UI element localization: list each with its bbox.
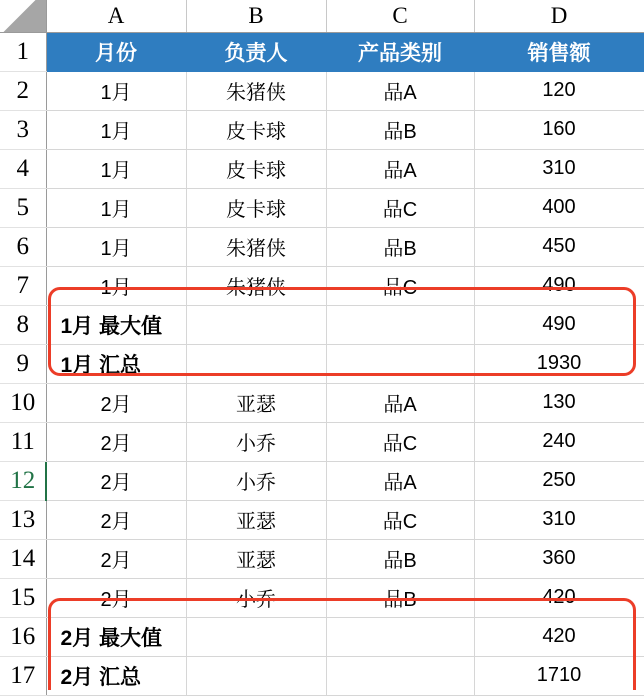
table-row[interactable] — [0, 344, 644, 383]
row-header[interactable]: 10 — [0, 383, 46, 422]
cell-d2[interactable]: 120 — [474, 71, 644, 110]
cell-d6[interactable]: 450 — [474, 227, 644, 266]
table-row[interactable] — [0, 110, 644, 149]
row-header[interactable]: 3 — [0, 110, 46, 149]
column-header-b[interactable]: B — [186, 0, 326, 32]
row-header[interactable]: 9 — [0, 344, 46, 383]
cell-c7[interactable]: 品C — [326, 266, 474, 305]
cell-c11[interactable]: 品C — [326, 422, 474, 461]
table-row[interactable] — [0, 617, 644, 656]
table-row[interactable] — [0, 266, 644, 305]
cell-c6[interactable]: 品B — [326, 227, 474, 266]
row-header[interactable]: 4 — [0, 149, 46, 188]
table-row[interactable] — [0, 383, 644, 422]
cell-b16[interactable] — [186, 617, 326, 656]
cell-d15[interactable]: 420 — [474, 578, 644, 617]
cell-b12[interactable]: 小乔 — [186, 461, 326, 500]
cell-d16[interactable]: 420 — [474, 617, 644, 656]
cell-c15[interactable]: 品B — [326, 578, 474, 617]
cell-b11[interactable]: 小乔 — [186, 422, 326, 461]
cell-b5[interactable]: 皮卡球 — [186, 188, 326, 227]
cell-a7[interactable]: 1月 — [46, 266, 186, 305]
table-row[interactable] — [0, 656, 644, 695]
row-header[interactable]: 6 — [0, 227, 46, 266]
table-row[interactable] — [0, 149, 644, 188]
table-row[interactable] — [0, 500, 644, 539]
cell-b1[interactable]: 负责人 — [186, 32, 326, 71]
row-header[interactable]: 5 — [0, 188, 46, 227]
row-header[interactable]: 17 — [0, 656, 46, 695]
selected-row-indicator — [45, 462, 47, 501]
cell-c8[interactable] — [326, 305, 474, 344]
table-row[interactable] — [0, 461, 644, 500]
column-header-d[interactable]: D — [474, 0, 644, 32]
cell-b17[interactable] — [186, 656, 326, 695]
cell-d3[interactable]: 160 — [474, 110, 644, 149]
cell-a6[interactable]: 1月 — [46, 227, 186, 266]
cell-a4[interactable]: 1月 — [46, 149, 186, 188]
table-row[interactable] — [0, 422, 644, 461]
cell-b8[interactable] — [186, 305, 326, 344]
column-header-row — [0, 0, 644, 32]
cell-a5[interactable]: 1月 — [46, 188, 186, 227]
cell-a2[interactable]: 1月 — [46, 71, 186, 110]
cell-a1[interactable]: 月份 — [46, 32, 186, 71]
select-all-corner[interactable] — [0, 0, 46, 32]
cell-d9[interactable]: 1930 — [474, 344, 644, 383]
cell-b3[interactable]: 皮卡球 — [186, 110, 326, 149]
cell-d4[interactable]: 310 — [474, 149, 644, 188]
cell-b4[interactable]: 皮卡球 — [186, 149, 326, 188]
row-header[interactable]: 15 — [0, 578, 46, 617]
cell-d12[interactable]: 250 — [474, 461, 644, 500]
cell-a8[interactable]: 1月 最大值 — [46, 305, 186, 344]
cell-b2[interactable]: 朱猪侠 — [186, 71, 326, 110]
row-header[interactable]: 16 — [0, 617, 46, 656]
cell-b10[interactable]: 亚瑟 — [186, 383, 326, 422]
table-row[interactable] — [0, 227, 644, 266]
cell-c4[interactable]: 品A — [326, 149, 474, 188]
cell-b7[interactable]: 朱猪侠 — [186, 266, 326, 305]
cell-c1[interactable]: 产品类别 — [326, 32, 474, 71]
row-header[interactable]: 1 — [0, 32, 46, 71]
cell-c13[interactable]: 品C — [326, 500, 474, 539]
cell-a12[interactable]: 2月 — [46, 461, 186, 500]
cell-c2[interactable]: 品A — [326, 71, 474, 110]
row-header-selected[interactable]: 12 — [0, 461, 46, 500]
row-header[interactable]: 2 — [0, 71, 46, 110]
table-row[interactable] — [0, 188, 644, 227]
row-header[interactable]: 14 — [0, 539, 46, 578]
cell-b13[interactable]: 亚瑟 — [186, 500, 326, 539]
cell-a16[interactable]: 2月 最大值 — [46, 617, 186, 656]
cell-b6[interactable]: 朱猪侠 — [186, 227, 326, 266]
cell-c5[interactable]: 品C — [326, 188, 474, 227]
cell-c17[interactable] — [326, 656, 474, 695]
cell-d7[interactable]: 490 — [474, 266, 644, 305]
row-header[interactable]: 8 — [0, 305, 46, 344]
table-row[interactable] — [0, 539, 644, 578]
cell-a14[interactable]: 2月 — [46, 539, 186, 578]
row-header[interactable]: 11 — [0, 422, 46, 461]
cell-a11[interactable]: 2月 — [46, 422, 186, 461]
cell-b9[interactable] — [186, 344, 326, 383]
column-header-a[interactable]: A — [46, 0, 186, 32]
cell-d5[interactable]: 400 — [474, 188, 644, 227]
cell-d13[interactable]: 310 — [474, 500, 644, 539]
cell-d8[interactable]: 490 — [474, 305, 644, 344]
cell-a15[interactable]: 2月 — [46, 578, 186, 617]
cell-a13[interactable]: 2月 — [46, 500, 186, 539]
column-header-c[interactable]: C — [326, 0, 474, 32]
row-header[interactable]: 7 — [0, 266, 46, 305]
cell-a17[interactable]: 2月 汇总 — [46, 656, 186, 695]
cell-a9[interactable]: 1月 汇总 — [46, 344, 186, 383]
cell-b15[interactable]: 小乔 — [186, 578, 326, 617]
cell-c9[interactable] — [326, 344, 474, 383]
cell-c12[interactable]: 品A — [326, 461, 474, 500]
table-row[interactable] — [0, 305, 644, 344]
cell-d11[interactable]: 240 — [474, 422, 644, 461]
table-row[interactable] — [0, 71, 644, 110]
cell-c14[interactable]: 品B — [326, 539, 474, 578]
cell-a10[interactable]: 2月 — [46, 383, 186, 422]
cell-d10[interactable]: 130 — [474, 383, 644, 422]
cell-c16[interactable] — [326, 617, 474, 656]
cell-b14[interactable]: 亚瑟 — [186, 539, 326, 578]
table-row[interactable] — [0, 32, 644, 71]
table-row[interactable] — [0, 578, 644, 617]
cell-d17[interactable]: 1710 — [474, 656, 644, 695]
cell-d1[interactable]: 销售额 — [474, 32, 644, 71]
cell-a3[interactable]: 1月 — [46, 110, 186, 149]
row-header[interactable]: 13 — [0, 500, 46, 539]
cell-c3[interactable]: 品B — [326, 110, 474, 149]
cell-d14[interactable]: 360 — [474, 539, 644, 578]
cell-c10[interactable]: 品A — [326, 383, 474, 422]
